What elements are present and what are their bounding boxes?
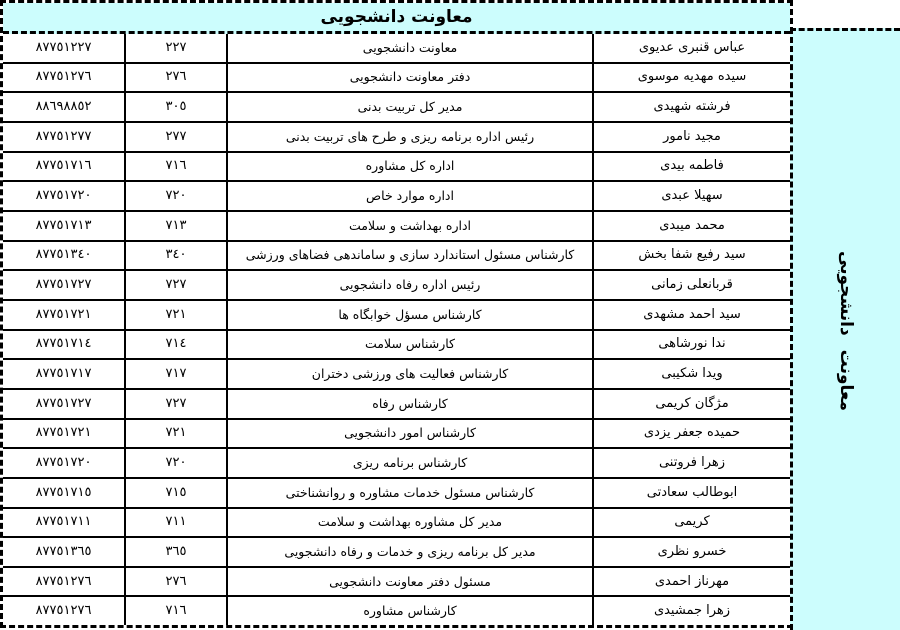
phone-value: ٨٨٦٩٨٨٥٢ bbox=[35, 99, 92, 115]
extension-cell bbox=[124, 34, 226, 62]
table-row bbox=[3, 597, 790, 625]
phone-value: ٨٧٧٥١٧٢١ bbox=[35, 425, 92, 441]
table-row bbox=[3, 242, 790, 272]
phone-value: ٨٧٧٥١٧١١ bbox=[35, 514, 92, 530]
title-cell: کارشناس مسؤل خوابگاه ها bbox=[226, 301, 592, 329]
phone-value: ٨٧٧٥١٧١٣ bbox=[35, 217, 92, 233]
title-cell: معاونت دانشجویی bbox=[226, 34, 592, 62]
title-cell: کارشناس امور دانشجویی bbox=[226, 420, 592, 448]
extension-value: ٧٢٠ bbox=[165, 188, 187, 204]
phone-cell bbox=[3, 301, 124, 329]
extension-value: ٢٧٦ bbox=[165, 573, 187, 589]
name-cell: محمد میبدی bbox=[592, 212, 790, 240]
table-row bbox=[3, 331, 790, 361]
title-cell: مسئول دفتر معاونت دانشجویی bbox=[226, 568, 592, 596]
phone-value: ٨٧٧٥١٣٤٠ bbox=[35, 247, 92, 263]
extension-cell bbox=[124, 420, 226, 448]
table-row bbox=[3, 34, 790, 64]
phone-value: ٨٧٧٥١٧٢١ bbox=[35, 306, 92, 322]
phone-value: ٨٧٧٥١٧١٤ bbox=[35, 336, 92, 352]
table-row bbox=[3, 271, 790, 301]
table-body bbox=[3, 34, 790, 625]
extension-value: ٧١٤ bbox=[165, 336, 187, 352]
phone-cell bbox=[3, 360, 124, 388]
title-cell: کارشناس مشاوره bbox=[226, 597, 592, 625]
table-row bbox=[3, 212, 790, 242]
extension-value: ٧٢٠ bbox=[165, 455, 187, 471]
table-row bbox=[3, 64, 790, 94]
phone-cell bbox=[3, 271, 124, 299]
table-title-bar bbox=[3, 3, 790, 34]
extension-cell bbox=[124, 64, 226, 92]
phone-value: ٨٧٧٥١٧١٥ bbox=[35, 484, 92, 500]
name-cell: مهرناز احمدی bbox=[592, 568, 790, 596]
phone-cell bbox=[3, 64, 124, 92]
phone-cell bbox=[3, 153, 124, 181]
extension-cell bbox=[124, 93, 226, 121]
name-cell: قربانعلی زمانی bbox=[592, 271, 790, 299]
phone-cell bbox=[3, 449, 124, 477]
extension-cell bbox=[124, 123, 226, 151]
phone-value: ٨٧٧٥١٧٢٧ bbox=[35, 395, 92, 411]
title-cell: اداره کل مشاوره bbox=[226, 153, 592, 181]
name-cell: زهرا جمشیدی bbox=[592, 597, 790, 625]
phone-cell bbox=[3, 212, 124, 240]
title-cell: رئیس اداره رفاه دانشجویی bbox=[226, 271, 592, 299]
title-cell: مدیر کل مشاوره بهداشت و سلامت bbox=[226, 509, 592, 537]
phone-value: ٨٧٧٥١٢٧٦ bbox=[35, 573, 92, 589]
table-row bbox=[3, 509, 790, 539]
title-cell: کارشناس فعالیت های ورزشی دختران bbox=[226, 360, 592, 388]
extension-cell bbox=[124, 301, 226, 329]
phone-cell bbox=[3, 538, 124, 566]
name-cell: حمیده جعفر یزدی bbox=[592, 420, 790, 448]
name-cell: خسرو نظری bbox=[592, 538, 790, 566]
name-cell: مژگان کریمی bbox=[592, 390, 790, 418]
phone-value: ٨٧٧٥١٧١٧ bbox=[35, 366, 92, 382]
phone-value: ٨٧٧٥١٢٢٧ bbox=[35, 39, 92, 55]
table-row bbox=[3, 538, 790, 568]
title-cell: کارشناس مسئول استاندارد سازی و ساماندهی فضاهای ورزشی bbox=[226, 242, 592, 270]
extension-cell bbox=[124, 212, 226, 240]
extension-value: ٧١٥ bbox=[165, 484, 187, 500]
phone-cell bbox=[3, 479, 124, 507]
title-cell: مدیر کل برنامه ریزی و خدمات و رفاه دانشجویی bbox=[226, 538, 592, 566]
extension-value: ٣٤٠ bbox=[165, 247, 187, 263]
phone-value: ٨٧٧٥١٧٢٠ bbox=[35, 455, 92, 471]
phone-cell bbox=[3, 242, 124, 270]
extension-cell bbox=[124, 479, 226, 507]
phone-value: ٨٧٧٥١٧١٦ bbox=[35, 158, 92, 174]
extension-cell bbox=[124, 242, 226, 270]
table-row bbox=[3, 182, 790, 212]
extension-value: ٣٠٥ bbox=[165, 99, 187, 115]
extension-cell bbox=[124, 390, 226, 418]
phone-value: ٨٧٧٥١٢٧٦ bbox=[35, 603, 92, 619]
name-cell: سهیلا عبدی bbox=[592, 182, 790, 210]
phone-cell bbox=[3, 420, 124, 448]
table-title: معاونت دانشجویی bbox=[320, 7, 473, 27]
title-cell: اداره بهداشت و سلامت bbox=[226, 212, 592, 240]
table-row bbox=[3, 123, 790, 153]
extension-value: ٧١٣ bbox=[165, 217, 187, 233]
phone-value: ٨٧٧٥١٢٧٦ bbox=[35, 69, 92, 85]
name-cell: کریمی bbox=[592, 509, 790, 537]
title-cell: دفتر معاونت دانشجویی bbox=[226, 64, 592, 92]
phone-value: ٨٧٧٥١٢٧٧ bbox=[35, 128, 92, 144]
title-cell: کارشناس سلامت bbox=[226, 331, 592, 359]
table-row bbox=[3, 93, 790, 123]
phone-cell bbox=[3, 509, 124, 537]
title-cell: کارشناس برنامه ریزی bbox=[226, 449, 592, 477]
table-row bbox=[3, 449, 790, 479]
title-cell: رئیس اداره برنامه ریزی و طرح های تربیت بدنی bbox=[226, 123, 592, 151]
extension-cell bbox=[124, 360, 226, 388]
phone-cell bbox=[3, 123, 124, 151]
phone-cell bbox=[3, 93, 124, 121]
name-cell: ویدا شکیبی bbox=[592, 360, 790, 388]
name-cell: ابوطالب سعادتی bbox=[592, 479, 790, 507]
phone-cell bbox=[3, 597, 124, 625]
phone-value: ٨٧٧٥١٣٦٥ bbox=[35, 543, 92, 559]
phone-cell bbox=[3, 182, 124, 210]
extension-value: ٧٢١ bbox=[165, 306, 187, 322]
extension-value: ٧٢٧ bbox=[165, 395, 187, 411]
extension-cell bbox=[124, 449, 226, 477]
title-cell: اداره موارد خاص bbox=[226, 182, 592, 210]
extension-value: ٧٢٧ bbox=[165, 277, 187, 293]
phone-cell bbox=[3, 331, 124, 359]
extension-cell bbox=[124, 182, 226, 210]
name-cell: سیده مهدیه موسوی bbox=[592, 64, 790, 92]
extension-value: ٢٢٧ bbox=[165, 39, 187, 55]
table-row bbox=[3, 568, 790, 598]
extension-value: ٧١٧ bbox=[165, 366, 187, 382]
name-cell: مجید نامور bbox=[592, 123, 790, 151]
title-cell: مدیر کل تربیت بدنی bbox=[226, 93, 592, 121]
table-row bbox=[3, 360, 790, 390]
table-row bbox=[3, 420, 790, 450]
extension-cell bbox=[124, 597, 226, 625]
table-row bbox=[3, 301, 790, 331]
extension-cell bbox=[124, 568, 226, 596]
title-cell: کارشناس رفاه bbox=[226, 390, 592, 418]
extension-value: ٧١١ bbox=[165, 514, 187, 530]
extension-cell bbox=[124, 538, 226, 566]
phone-cell bbox=[3, 390, 124, 418]
extension-cell bbox=[124, 271, 226, 299]
extension-cell bbox=[124, 331, 226, 359]
phone-cell bbox=[3, 34, 124, 62]
name-cell: فاطمه بیدی bbox=[592, 153, 790, 181]
extension-value: ٧١٦ bbox=[165, 158, 187, 174]
extension-value: ٣٦٥ bbox=[165, 543, 187, 559]
extension-cell bbox=[124, 509, 226, 537]
section-sidebar bbox=[790, 28, 900, 630]
extension-value: ٢٧٧ bbox=[165, 128, 187, 144]
extension-value: ٧١٦ bbox=[165, 603, 187, 619]
name-cell: سید رفیع شفا بخش bbox=[592, 242, 790, 270]
extension-value: ٧٢١ bbox=[165, 425, 187, 441]
extension-cell bbox=[124, 153, 226, 181]
table-row bbox=[3, 390, 790, 420]
name-cell: زهرا فروتنی bbox=[592, 449, 790, 477]
name-cell: سید احمد مشهدی bbox=[592, 301, 790, 329]
title-cell: کارشناس مسئول خدمات مشاوره و روانشناختی bbox=[226, 479, 592, 507]
phone-value: ٨٧٧٥١٧٢٧ bbox=[35, 277, 92, 293]
table-row bbox=[3, 479, 790, 509]
name-cell: عباس قنبری عدیوی bbox=[592, 34, 790, 62]
name-cell: فرشته شهیدی bbox=[592, 93, 790, 121]
extension-value: ٢٧٦ bbox=[165, 69, 187, 85]
name-cell: ندا نورشاهی bbox=[592, 331, 790, 359]
phone-value: ٨٧٧٥١٧٢٠ bbox=[35, 188, 92, 204]
table-row bbox=[3, 153, 790, 183]
sidebar-vertical-label: معاونت دانشجویی bbox=[836, 250, 857, 411]
phone-cell bbox=[3, 568, 124, 596]
